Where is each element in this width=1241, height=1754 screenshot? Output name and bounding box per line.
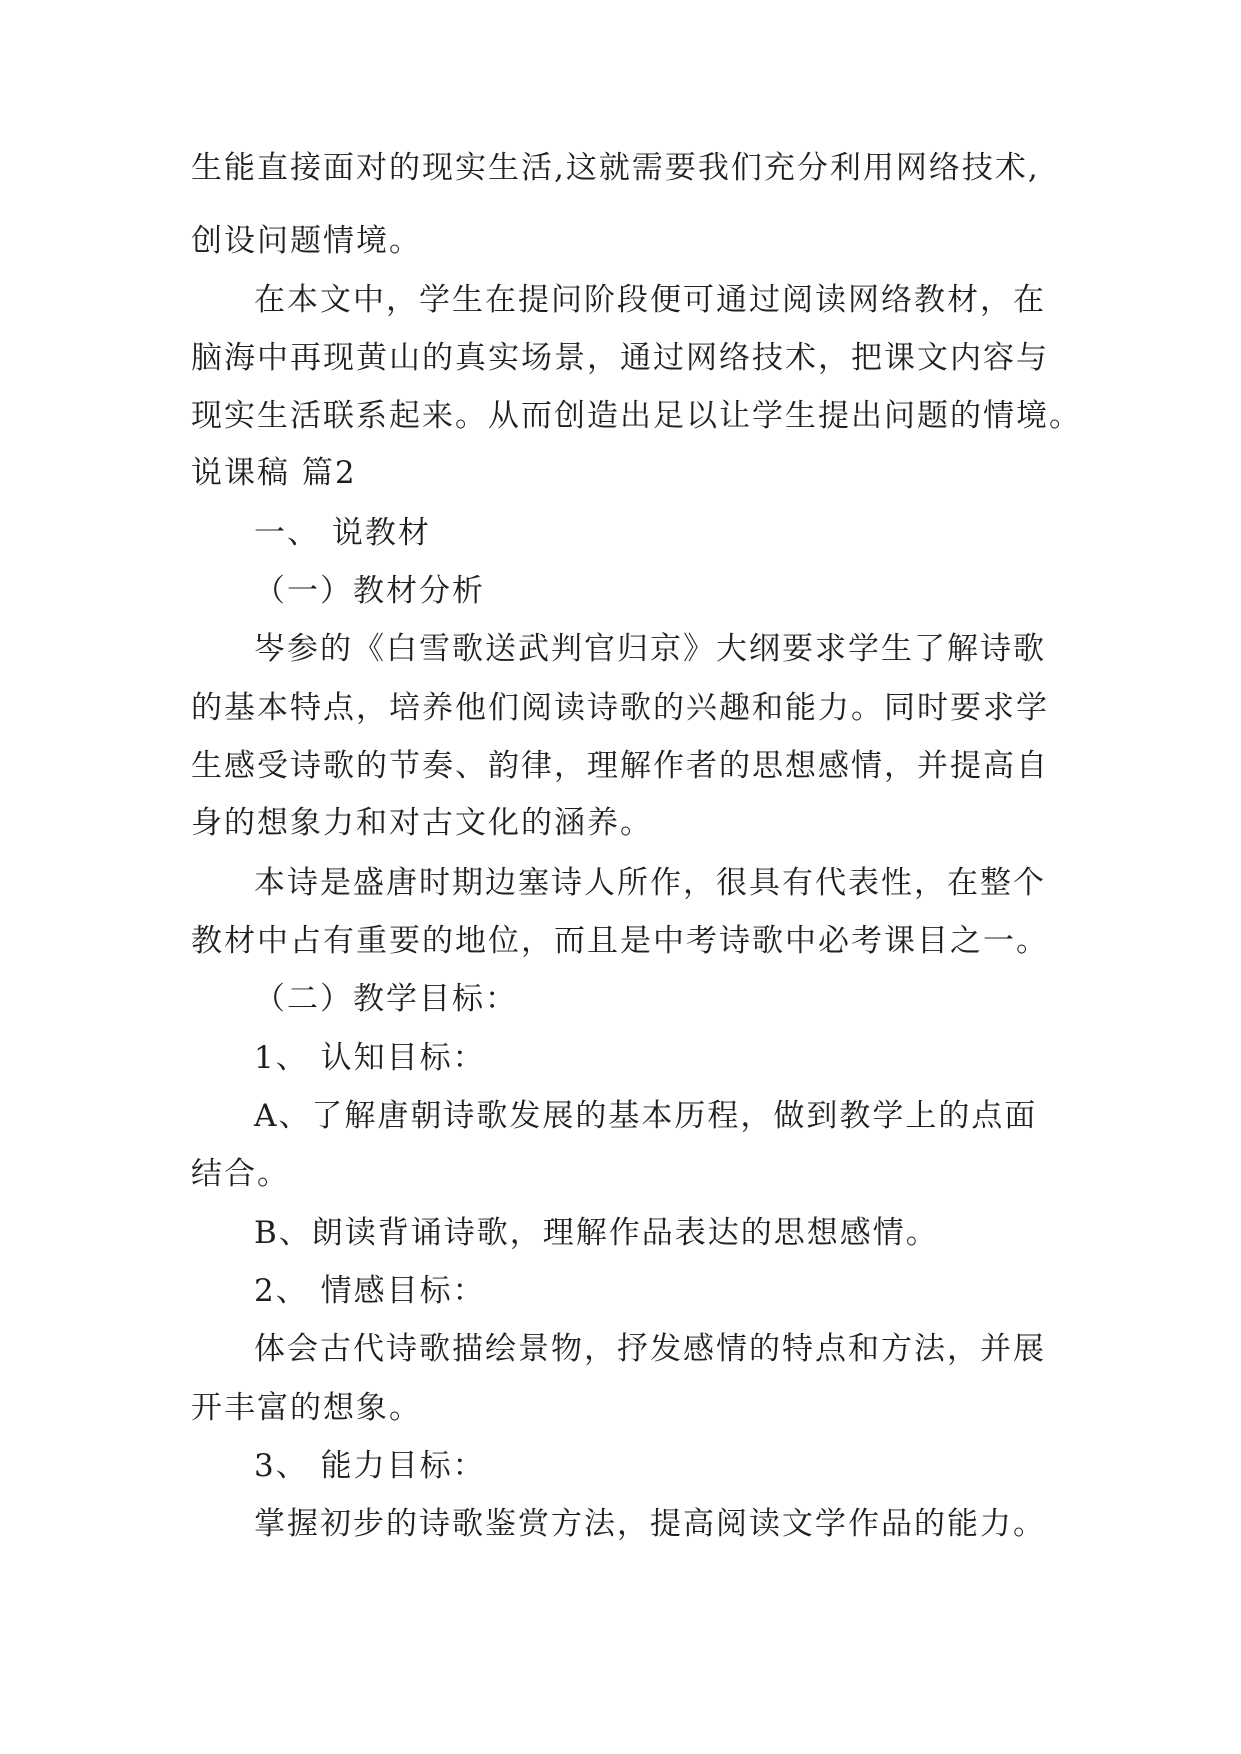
text-line: 结合。 — [191, 1156, 290, 1192]
text-line: 现实生活联系起来。从而创造出足以让学生提出问题的情境。 — [191, 398, 1082, 434]
list-item: B、朗读背诵诗歌，理解作品表达的思想感情。 — [254, 1215, 939, 1251]
list-heading: 2、 情感目标： — [254, 1273, 486, 1309]
text-line: 岑参的《白雪歌送武判官归京》大纲要求学生了解诗歌 — [254, 631, 1046, 667]
list-heading: 3、 能力目标： — [254, 1448, 486, 1484]
section-heading: 一、 说教材 — [254, 515, 431, 551]
subsection-heading: （一）教材分析 — [254, 573, 485, 609]
list-item: A、了解唐朝诗歌发展的基本历程，做到教学上的点面 — [254, 1098, 1038, 1134]
text-line: 本诗是盛唐时期边塞诗人所作，很具有代表性，在整个 — [254, 865, 1046, 901]
section-heading: 说课稿 篇2 — [191, 455, 357, 491]
text-line: 教材中占有重要的地位，而且是中考诗歌中必考课目之一。 — [191, 923, 1049, 959]
subsection-heading: （二）教学目标： — [254, 981, 518, 1017]
text-line: 的基本特点，培养他们阅读诗歌的兴趣和能力。同时要求学 — [191, 690, 1049, 726]
text-line: 脑海中再现黄山的真实场景，通过网络技术，把课文内容与 — [191, 340, 1049, 376]
text-line: 开丰富的想象。 — [191, 1390, 422, 1426]
text-line: 创设问题情境。 — [191, 223, 422, 259]
text-line: 生感受诗歌的节奏、韵律，理解作者的思想感情，并提高自 — [191, 748, 1049, 784]
text-line: 身的想象力和对古文化的涵养。 — [191, 805, 653, 841]
text-line: 生能直接面对的现实生活,这就需要我们充分利用网络技术, — [191, 150, 1040, 186]
text-line: 体会古代诗歌描绘景物，抒发感情的特点和方法，并展 — [254, 1331, 1046, 1367]
text-line: 掌握初步的诗歌鉴赏方法，提高阅读文学作品的能力。 — [254, 1506, 1046, 1542]
list-heading: 1、 认知目标： — [254, 1040, 486, 1076]
text-line: 在本文中，学生在提问阶段便可通过阅读网络教材，在 — [254, 282, 1046, 318]
